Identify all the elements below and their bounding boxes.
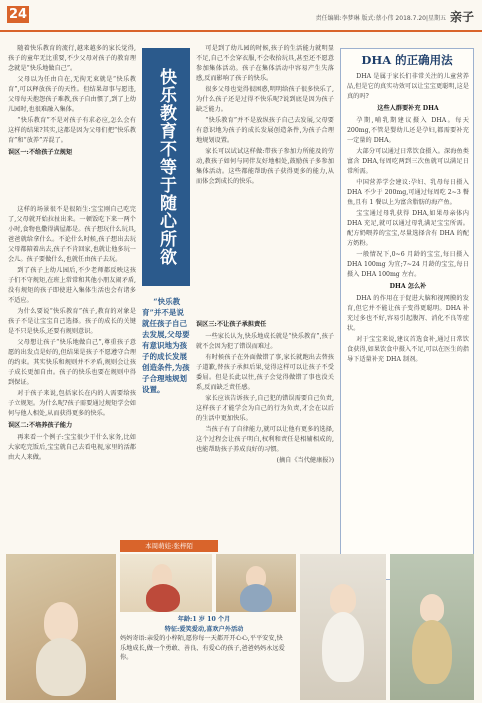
dha-para: 大部分可以通过日常饮食摄入。深海鱼类富含 DHA,每周吃两到三次鱼就可以满足日常所需。: [347, 148, 469, 175]
feature-title: 快乐教育不等于随心所欲: [142, 48, 190, 286]
body-para: 这样的场景很不是很陌生:宝宝刚自己吃完了,父母就开始拉扯出来。一顿饭吃下来一两个小时,食物也撒得满屋都是。孩子想玩什么玩具,爸爸就给拿什么。不论什么时候,孩子想出去玩父母都陪着出去,孩子不肯回家,也就让他多玩一会儿。孩子要做什么,也就任由孩子去玩。: [8, 206, 136, 263]
page-header: [0, 0, 482, 32]
child-photo: [300, 554, 386, 700]
intro-para: 父母以为任由自在,无拘无束就是“快乐教育”,可以释放孩子的天性。但结果却事与愿违,父母每天抱怨孩子难教,孩子自由惯了,到了上幼儿园时,也很难融入集体。: [8, 76, 136, 113]
photo-section-banner: 本周萌娃:张梓陌: [120, 540, 218, 552]
dha-para: 中国营养学会建议:孕妇、乳母每日摄入 DHA 不少于 200mg,可通过每周吃 2~3 餐鱼,且有 1 餐以上为富含脂肪的海产鱼。: [347, 179, 469, 206]
body-para: 可是到了幼儿园的时候,孩子的生活能力就明显不足,自己不会穿衣服,不会收拾玩具,甚至还不愿意参加集体活动。孩子在集体活动中容易产生失落感,反而影响了孩子的快乐。: [196, 45, 334, 82]
child-photo: [390, 554, 474, 700]
dha-subheading: DHA 怎么补: [389, 283, 427, 290]
dha-para: 一般情况下,0~6 月龄的宝宝,每日摄入 DHA 100mg 为宜;7~24 月龄的宝宝,每日摄入 DHA 100mg 左右。: [347, 251, 469, 278]
dha-subheading: 这些人群要补充 DHA: [377, 105, 439, 112]
body-para: 父母想让孩子“快乐地做自己”,尊重孩子意愿的出发点是好的,但结果是孩子不愿遵守合理的约束。其实快乐和规则并不矛盾,规则会让孩子成长更加自由。孩子的快乐也要在规则中得到保证。: [8, 339, 136, 386]
body-para: “快乐教育”并不是放纵孩子自己去发展,父母要有意识地为孩子的成长发展创造条件,为孩子合理地规划设置。: [196, 117, 334, 144]
section-heading: 误区一:不给孩子立规矩: [8, 149, 73, 156]
photo-caption: [120, 615, 288, 663]
body-para: 到了孩子上幼儿园后,不少老师都反映这孩子们不守规矩,在班上常常和其他小朋友闹矛盾,没有规矩的孩子即使进入集体生活也会有诸多不适应。: [8, 267, 136, 304]
body-para: 当孩子有了自律能力,就可以让他有更多的选择,这个过程会让孩子明白,权利和责任是相辅相成的,也能帮助孩子养成良好的习惯。: [196, 426, 334, 453]
body-para: 很多父母也觉得很困惑,明明给孩子很多快乐了,为什么孩子还是过得不快乐呢?说到底是因为孩子缺乏能力。: [196, 86, 334, 113]
body-para: 一些家长认为,快乐地成长就是“快乐教育”,孩子就不会因为犯了错误而难过。: [196, 333, 334, 350]
child-photo: [6, 554, 116, 700]
child-photo: [216, 554, 296, 612]
page-number: 24: [8, 7, 28, 22]
parent-message: 妈妈寄语:亲爱的小梓陌,愿你每一天都开开心心,平平安安,快乐地成长,做一个勇敢、善良、有爱心的孩子,爸爸妈妈永远爱你。: [120, 635, 285, 661]
body-para: 家长应该告诉孩子,自己犯的错误需要自己负责,这样孩子才能学会为自己的行为负责,才会在以后的生活中更加快乐。: [196, 395, 334, 422]
section-three-column: [196, 318, 334, 538]
intro-para: 随着快乐教育的流行,越来越多的家长觉得,孩子的童年无比重要,不少父母对孩子的教育理念就是“快乐地做自己”。: [8, 45, 136, 72]
body-para: 为什么要说“快乐教育”孩子,教育的对象是孩子不是让宝宝自己选择。孩子的成长的关键是不只是快乐,还要有规则意识。: [8, 308, 136, 335]
section-heading: 误区二:不培养孩子能力: [8, 422, 73, 429]
body-para: 有时候孩子在外面做错了事,家长就跑出去替孩子道歉,替孩子承担后果,觉得这样可以让孩子不受委屈。但是长此以往,孩子会觉得做错了事也没关系,反而缺乏责任感。: [196, 354, 334, 391]
section-heading: 误区三:不让孩子承担责任: [196, 321, 267, 328]
child-photo: [120, 554, 212, 612]
dha-para: DHA 的作用在于促进大脑和视网膜的发育,但它并不能让孩子变得更聪明。DHA 补充过多也不好,容易引起腹泻、消化不良等症状。: [347, 295, 469, 332]
dha-para: DHA 是属于家长们非常关注的儿童营养品,但是它的真实功效可以让宝宝更聪明,这是真的吗?: [347, 73, 469, 100]
body-para: 再来看一个例子:宝宝很少干什么家务,比如大家吃完饭后,宝宝就自己去看电视,家里的活都由大人来做。: [8, 434, 136, 461]
dha-para: 对于宝宝来说,建议首选食补,通过日常饮食获得,如果饮食中摄入不足,可以在医生的指导下适量补充 DHA 制剂。: [347, 336, 469, 363]
child-trait: 特征:爱笑爱动,喜欢户外活动: [164, 625, 244, 633]
child-age: 年龄:1 岁 10 个月: [177, 616, 231, 623]
source-line: (摘自《当代健康报》): [276, 457, 334, 464]
dha-para: 孕期,哺乳期建议摄入 DHA。每天 200mg,不管是婴幼儿还是孕妇,都需要补充一定量的 DHA。: [347, 117, 469, 144]
editor-info: 责任编辑:李梦琳 版式:蔡小伟 2018.7.20|星期五: [315, 15, 446, 22]
pull-quote: [142, 296, 190, 436]
section-name: 亲子: [449, 10, 474, 24]
pull-quote-text: “快乐教育”并不是说就任孩子自己去发展,父母要有意识地为孩子的成长发展创造条件,为孩子合理地规划设置。: [142, 297, 190, 394]
intro-column: [8, 44, 136, 204]
dha-text: [347, 72, 469, 578]
body-para: 对于孩子来说,包括家长在内的人需要给孩子立规矩。为什么呢?孩子需要通过规矩学会如何与他人相处,从而获得更多的快乐。: [8, 390, 136, 417]
dha-title: DHA 的正确用法: [361, 53, 453, 67]
intro-para: “快乐教育”不是对孩子有求必应,怎么会有这样的结果?其实,这都是因为父母们把“快乐教育”和“放养”弄混了。: [8, 117, 136, 144]
body-para: 家长可以试试这样做:带孩子参加力所能及的劳动,教孩子如何与同伴友好地相处,鼓励孩子多参加集体活动。这些都能帮助孩子获得更多的能力,从而体会到成长的快乐。: [196, 148, 334, 185]
section-one-column: [8, 205, 136, 535]
section-two-column: [196, 44, 334, 314]
dha-para: 宝宝通过母乳获得 DHA,如果母亲体内 DHA 充足,就可以通过母乳满足宝宝所需。配方奶喂养的宝宝,尽量选择含有 DHA 的配方奶粉。: [347, 210, 469, 247]
